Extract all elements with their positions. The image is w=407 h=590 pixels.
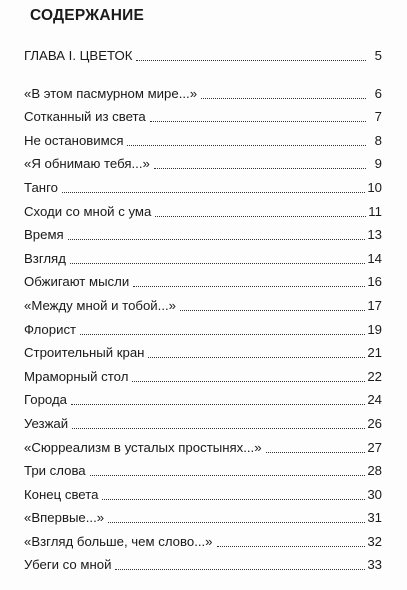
toc-entry [24, 125, 382, 149]
toc-entry [24, 526, 382, 550]
dot-leader [148, 357, 365, 358]
toc-entry-title: «В этом пасмурном мире...» [24, 85, 198, 101]
toc-heading: СОДЕРЖАНИЕ [30, 7, 145, 24]
toc-page-number: 10 [367, 179, 382, 195]
toc-entry-title: Танго [24, 179, 58, 195]
toc-entry [24, 102, 382, 126]
toc-page-number: 26 [367, 415, 382, 431]
dot-leader [150, 121, 366, 122]
toc-page-number: 5 [374, 48, 382, 63]
toc-entry [24, 503, 382, 527]
toc-page-number: 30 [367, 486, 382, 502]
dot-leader [201, 98, 366, 99]
toc-entry-title: Время [24, 227, 64, 243]
toc-chapter-title: ГЛАВА I. ЦВЕТОК [24, 48, 133, 63]
toc-entry [24, 456, 382, 480]
toc-entry-title: «Я обнимаю тебя...» [24, 156, 150, 172]
toc-entry [24, 408, 382, 432]
dot-leader [115, 569, 365, 570]
toc-entry-title: Убеги со мной [24, 557, 112, 573]
toc-entry-title: Взгляд [24, 250, 66, 266]
toc-entry-title: Мраморный стол [24, 368, 129, 384]
toc-page-number: 9 [374, 156, 382, 172]
dot-leader [180, 310, 365, 311]
toc-entry-title: «Впервые...» [24, 510, 105, 526]
dot-leader [127, 145, 366, 146]
toc-entry [24, 479, 382, 503]
toc-entry [24, 220, 382, 244]
toc-entry-title: Уезжай [24, 415, 69, 431]
dot-leader [71, 404, 365, 405]
toc-entry-title: Обжигают мысли [24, 274, 130, 290]
toc-entry-title: Три слова [24, 463, 86, 479]
toc-page-number: 16 [367, 274, 382, 290]
dot-leader [217, 546, 366, 547]
dot-leader [136, 60, 366, 61]
toc-page-number: 17 [367, 297, 382, 313]
table-of-contents [24, 44, 382, 573]
toc-entry-title: Конец света [24, 486, 99, 502]
toc-page-number: 6 [374, 85, 382, 101]
toc-page-number: 31 [367, 510, 382, 526]
dot-leader [266, 452, 366, 453]
dot-leader [72, 428, 365, 429]
toc-page-number: 8 [374, 132, 382, 148]
toc-entry-title: Города [24, 392, 67, 408]
toc-page-number: 24 [367, 392, 382, 408]
toc-entry-title: Флорист [24, 321, 77, 337]
dot-leader [155, 216, 366, 217]
dot-leader [68, 239, 366, 240]
toc-page-number: 21 [367, 345, 382, 361]
dot-leader [90, 475, 366, 476]
toc-page-number: 32 [367, 533, 382, 549]
toc-entry-title: Сотканный из света [24, 109, 146, 125]
toc-page-number: 33 [367, 557, 382, 573]
toc-entry [24, 243, 382, 267]
toc-page-number: 11 [368, 203, 382, 219]
toc-entry [24, 361, 382, 385]
dot-leader [102, 499, 365, 500]
toc-entry-title: Строительный кран [24, 345, 145, 361]
toc-page-number: 13 [367, 227, 382, 243]
toc-entry-title: Сходи со мной с ума [24, 203, 152, 219]
toc-entry [24, 149, 382, 173]
toc-page-number: 14 [367, 250, 382, 266]
toc-page-number: 27 [367, 439, 382, 455]
toc-entry [24, 267, 382, 291]
toc-entry [24, 550, 382, 574]
toc-chapter [24, 44, 382, 64]
toc-entry [24, 314, 382, 338]
dot-leader [133, 286, 365, 287]
toc-entry-title: «Между мной и тобой...» [24, 297, 176, 313]
toc-entry [24, 196, 382, 220]
dot-leader [70, 263, 365, 264]
toc-entry-title: «Взгляд больше, чем слово...» [24, 533, 213, 549]
toc-page-number: 7 [374, 109, 382, 125]
toc-entry-title: Не остановимся [24, 132, 124, 148]
toc-entry [24, 78, 382, 102]
toc-entry-title: «Сюрреализм в усталых простынях...» [24, 439, 262, 455]
dot-leader [132, 381, 365, 382]
toc-page-number: 22 [367, 368, 382, 384]
dot-leader [108, 522, 365, 523]
toc-page-number: 28 [367, 463, 382, 479]
toc-entry [24, 385, 382, 409]
toc-entry [24, 432, 382, 456]
dot-leader [154, 168, 366, 169]
toc-entry [24, 172, 382, 196]
dot-leader [62, 192, 365, 193]
toc-entry [24, 338, 382, 362]
dot-leader [80, 334, 365, 335]
toc-page-number: 19 [367, 321, 382, 337]
toc-entry [24, 290, 382, 314]
